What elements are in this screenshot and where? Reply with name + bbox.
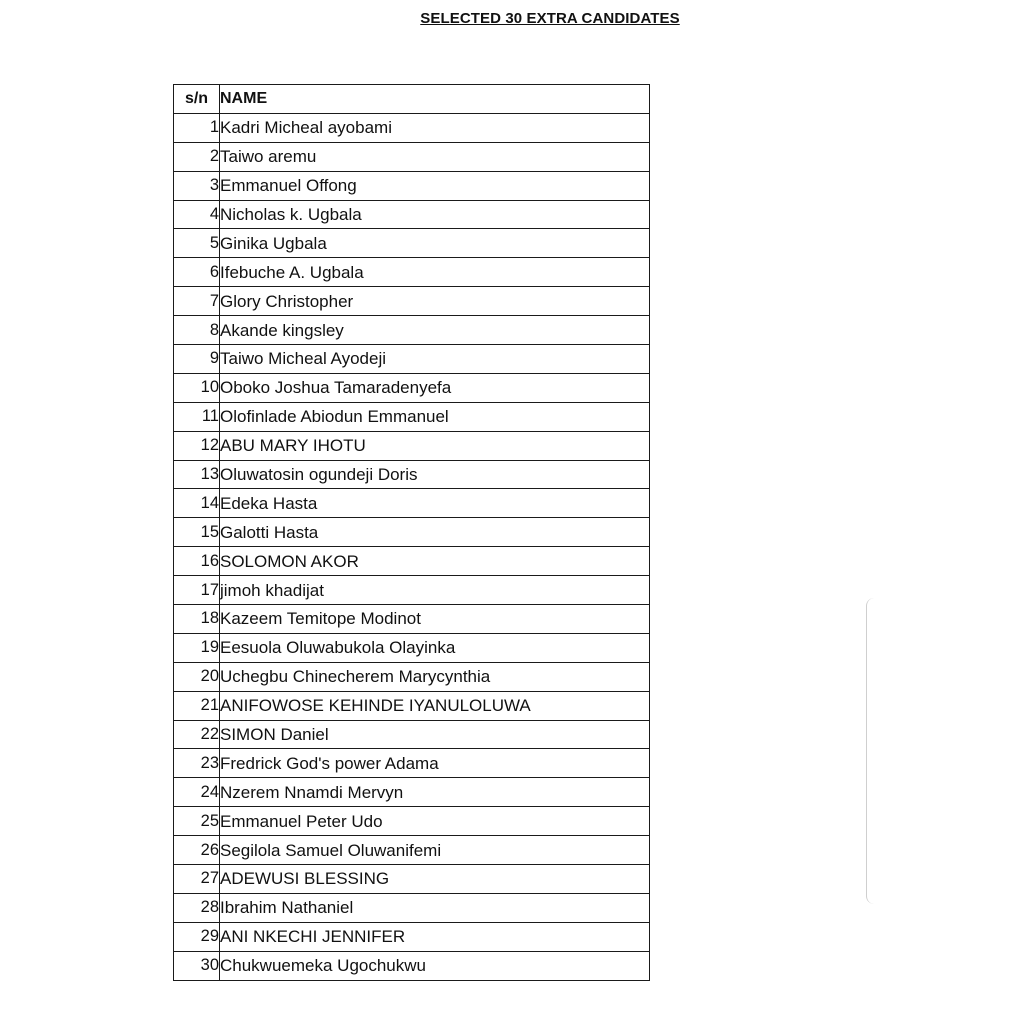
table-row xyxy=(174,836,650,865)
row-candidate-name: ANIFOWOSE KEHINDE IYANULOLUWA xyxy=(220,691,650,720)
row-candidate-name: Segilola Samuel Oluwanifemi xyxy=(220,836,650,865)
row-serial-number: 3 xyxy=(174,171,220,200)
table-row xyxy=(174,691,650,720)
table-row xyxy=(174,720,650,749)
row-serial-number: 10 xyxy=(174,373,220,402)
row-serial-number: 2 xyxy=(174,142,220,171)
row-candidate-name: Ibrahim Nathaniel xyxy=(220,893,650,922)
table-row xyxy=(174,807,650,836)
table-row xyxy=(174,547,650,576)
table-row xyxy=(174,633,650,662)
table-row xyxy=(174,576,650,605)
row-candidate-name: Akande kingsley xyxy=(220,316,650,345)
table-row xyxy=(174,229,650,258)
row-serial-number: 28 xyxy=(174,893,220,922)
row-candidate-name: Ifebuche A. Ugbala xyxy=(220,258,650,287)
document-title: SELECTED 30 EXTRA CANDIDATES xyxy=(420,10,680,27)
row-candidate-name: Oboko Joshua Tamaradenyefa xyxy=(220,373,650,402)
row-candidate-name: Eesuola Oluwabukola Olayinka xyxy=(220,633,650,662)
row-serial-number: 14 xyxy=(174,489,220,518)
table-row xyxy=(174,402,650,431)
row-candidate-name: Uchegbu Chinecherem Marycynthia xyxy=(220,662,650,691)
row-serial-number: 21 xyxy=(174,691,220,720)
row-serial-number: 17 xyxy=(174,576,220,605)
row-serial-number: 7 xyxy=(174,287,220,316)
table-row xyxy=(174,113,650,142)
table-row xyxy=(174,518,650,547)
row-serial-number: 20 xyxy=(174,662,220,691)
row-serial-number: 12 xyxy=(174,431,220,460)
table-body xyxy=(174,113,650,980)
table-row xyxy=(174,749,650,778)
table-row xyxy=(174,605,650,634)
table-header-row xyxy=(174,85,650,114)
row-serial-number: 9 xyxy=(174,345,220,374)
table-row xyxy=(174,258,650,287)
row-serial-number: 8 xyxy=(174,316,220,345)
row-serial-number: 27 xyxy=(174,865,220,894)
row-serial-number: 1 xyxy=(174,113,220,142)
row-serial-number: 25 xyxy=(174,807,220,836)
table-row xyxy=(174,951,650,980)
table-row xyxy=(174,373,650,402)
row-candidate-name: Ginika Ugbala xyxy=(220,229,650,258)
row-candidate-name: Galotti Hasta xyxy=(220,518,650,547)
table-row xyxy=(174,316,650,345)
table-row xyxy=(174,287,650,316)
table-row xyxy=(174,662,650,691)
row-serial-number: 4 xyxy=(174,200,220,229)
row-serial-number: 19 xyxy=(174,633,220,662)
table-row xyxy=(174,460,650,489)
row-candidate-name: Taiwo Micheal Ayodeji xyxy=(220,345,650,374)
row-serial-number: 24 xyxy=(174,778,220,807)
page-edge-shadow xyxy=(866,598,877,904)
row-candidate-name: Nzerem Nnamdi Mervyn xyxy=(220,778,650,807)
row-candidate-name: Edeka Hasta xyxy=(220,489,650,518)
table-row xyxy=(174,922,650,951)
row-candidate-name: Emmanuel Peter Udo xyxy=(220,807,650,836)
table-row xyxy=(174,778,650,807)
row-candidate-name: Taiwo aremu xyxy=(220,142,650,171)
row-serial-number: 22 xyxy=(174,720,220,749)
row-serial-number: 5 xyxy=(174,229,220,258)
row-serial-number: 6 xyxy=(174,258,220,287)
row-candidate-name: SIMON Daniel xyxy=(220,720,650,749)
row-candidate-name: Kadri Micheal ayobami xyxy=(220,113,650,142)
row-candidate-name: Fredrick God's power Adama xyxy=(220,749,650,778)
row-candidate-name: Nicholas k. Ugbala xyxy=(220,200,650,229)
row-candidate-name: SOLOMON AKOR xyxy=(220,547,650,576)
table-row xyxy=(174,431,650,460)
row-serial-number: 16 xyxy=(174,547,220,576)
row-serial-number: 26 xyxy=(174,836,220,865)
row-candidate-name: ANI NKECHI JENNIFER xyxy=(220,922,650,951)
row-candidate-name: ADEWUSI BLESSING xyxy=(220,865,650,894)
row-candidate-name: Chukwuemeka Ugochukwu xyxy=(220,951,650,980)
table-row xyxy=(174,345,650,374)
table-row xyxy=(174,893,650,922)
row-candidate-name: Glory Christopher xyxy=(220,287,650,316)
column-header-name: NAME xyxy=(220,85,650,114)
row-candidate-name: Oluwatosin ogundeji Doris xyxy=(220,460,650,489)
table-row xyxy=(174,200,650,229)
table-row xyxy=(174,171,650,200)
row-serial-number: 11 xyxy=(174,402,220,431)
row-candidate-name: Olofinlade Abiodun Emmanuel xyxy=(220,402,650,431)
table-row xyxy=(174,865,650,894)
candidates-table xyxy=(173,84,650,981)
column-header-sn: s/n xyxy=(174,85,220,114)
table-row xyxy=(174,489,650,518)
row-candidate-name: jimoh khadijat xyxy=(220,576,650,605)
row-candidate-name: Emmanuel Offong xyxy=(220,171,650,200)
row-serial-number: 29 xyxy=(174,922,220,951)
row-candidate-name: Kazeem Temitope Modinot xyxy=(220,605,650,634)
row-serial-number: 13 xyxy=(174,460,220,489)
row-serial-number: 23 xyxy=(174,749,220,778)
candidates-table-wrapper xyxy=(173,84,649,981)
row-candidate-name: ABU MARY IHOTU xyxy=(220,431,650,460)
row-serial-number: 30 xyxy=(174,951,220,980)
table-row xyxy=(174,142,650,171)
row-serial-number: 15 xyxy=(174,518,220,547)
row-serial-number: 18 xyxy=(174,605,220,634)
